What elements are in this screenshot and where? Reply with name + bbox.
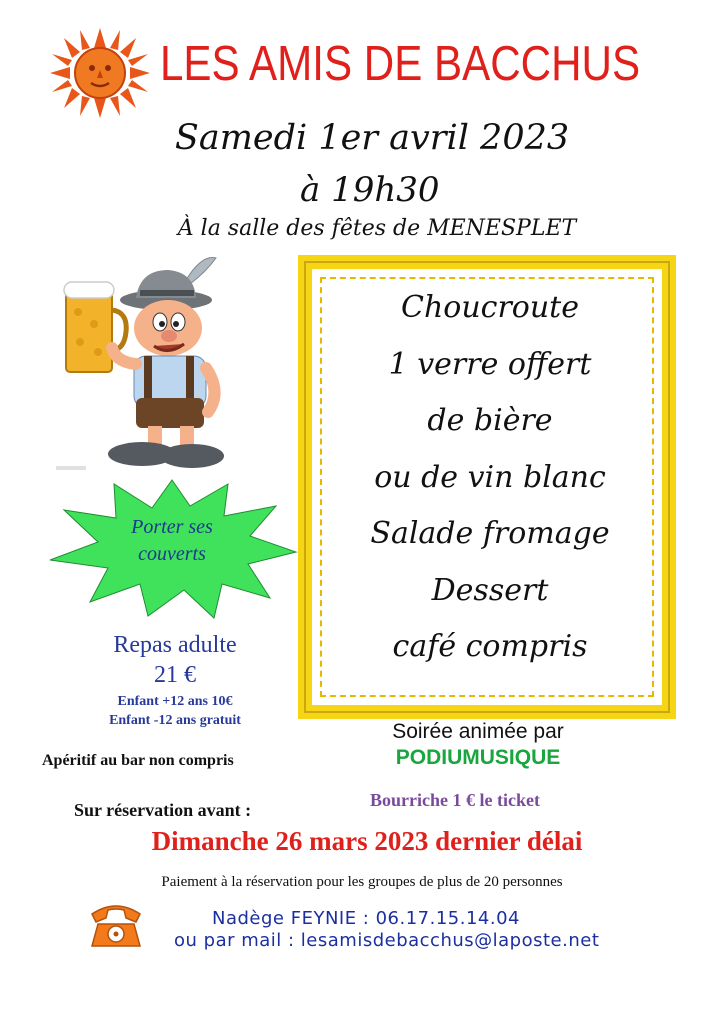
menu-item: Dessert	[431, 572, 549, 608]
booking-label: Sur réservation avant :	[74, 800, 252, 820]
contact-email: ou par mail : lesamisdebacchus@laposte.net	[174, 930, 600, 951]
menu-item: 1 verre offert	[388, 346, 592, 382]
booking-deadline: Dimanche 26 mars 2023 dernier délai	[151, 826, 583, 856]
sun-logo-icon	[48, 26, 152, 120]
burst-line: Porter ses	[131, 516, 213, 538]
burst-note	[92, 514, 252, 568]
contact-phone: Nadège FEYNIE : 06.17.15.14.04	[212, 908, 521, 929]
payment-note: Paiement à la réservation pour les groupes de plus de 20 personnes	[161, 874, 563, 890]
menu-item: Choucroute	[401, 290, 579, 325]
event-date: Samedi 1er avril 2023	[174, 118, 570, 158]
child-price-under12: Enfant -12 ans gratuit	[109, 713, 241, 728]
entertainment-label: Soirée animée par	[392, 720, 564, 743]
menu-item: de bière	[427, 403, 553, 438]
telephone-icon	[88, 900, 144, 948]
menu-list	[300, 280, 680, 676]
menu-item: Salade fromage	[370, 516, 610, 551]
raffle-info: Bourriche 1 € le ticket	[370, 790, 540, 810]
adult-meal-label: Repas adulte	[113, 632, 237, 658]
event-time: à 19h30	[300, 170, 440, 210]
event-title: LES AMIS DE BACCHUS	[160, 37, 641, 91]
event-venue: À la salle des fêtes de MENESPLET	[177, 216, 577, 241]
menu-item: café compris	[392, 629, 588, 664]
band-name: PODIUMUSIQUE	[395, 746, 561, 769]
child-price-over12: Enfant +12 ans 10€	[117, 694, 233, 709]
beer-man-illustration	[56, 252, 226, 474]
aperitif-note: Apéritif au bar non compris	[42, 752, 234, 769]
burst-line: couverts	[138, 543, 206, 565]
menu-item: ou de vin blanc	[374, 459, 606, 495]
adult-price: 21 €	[154, 662, 196, 688]
